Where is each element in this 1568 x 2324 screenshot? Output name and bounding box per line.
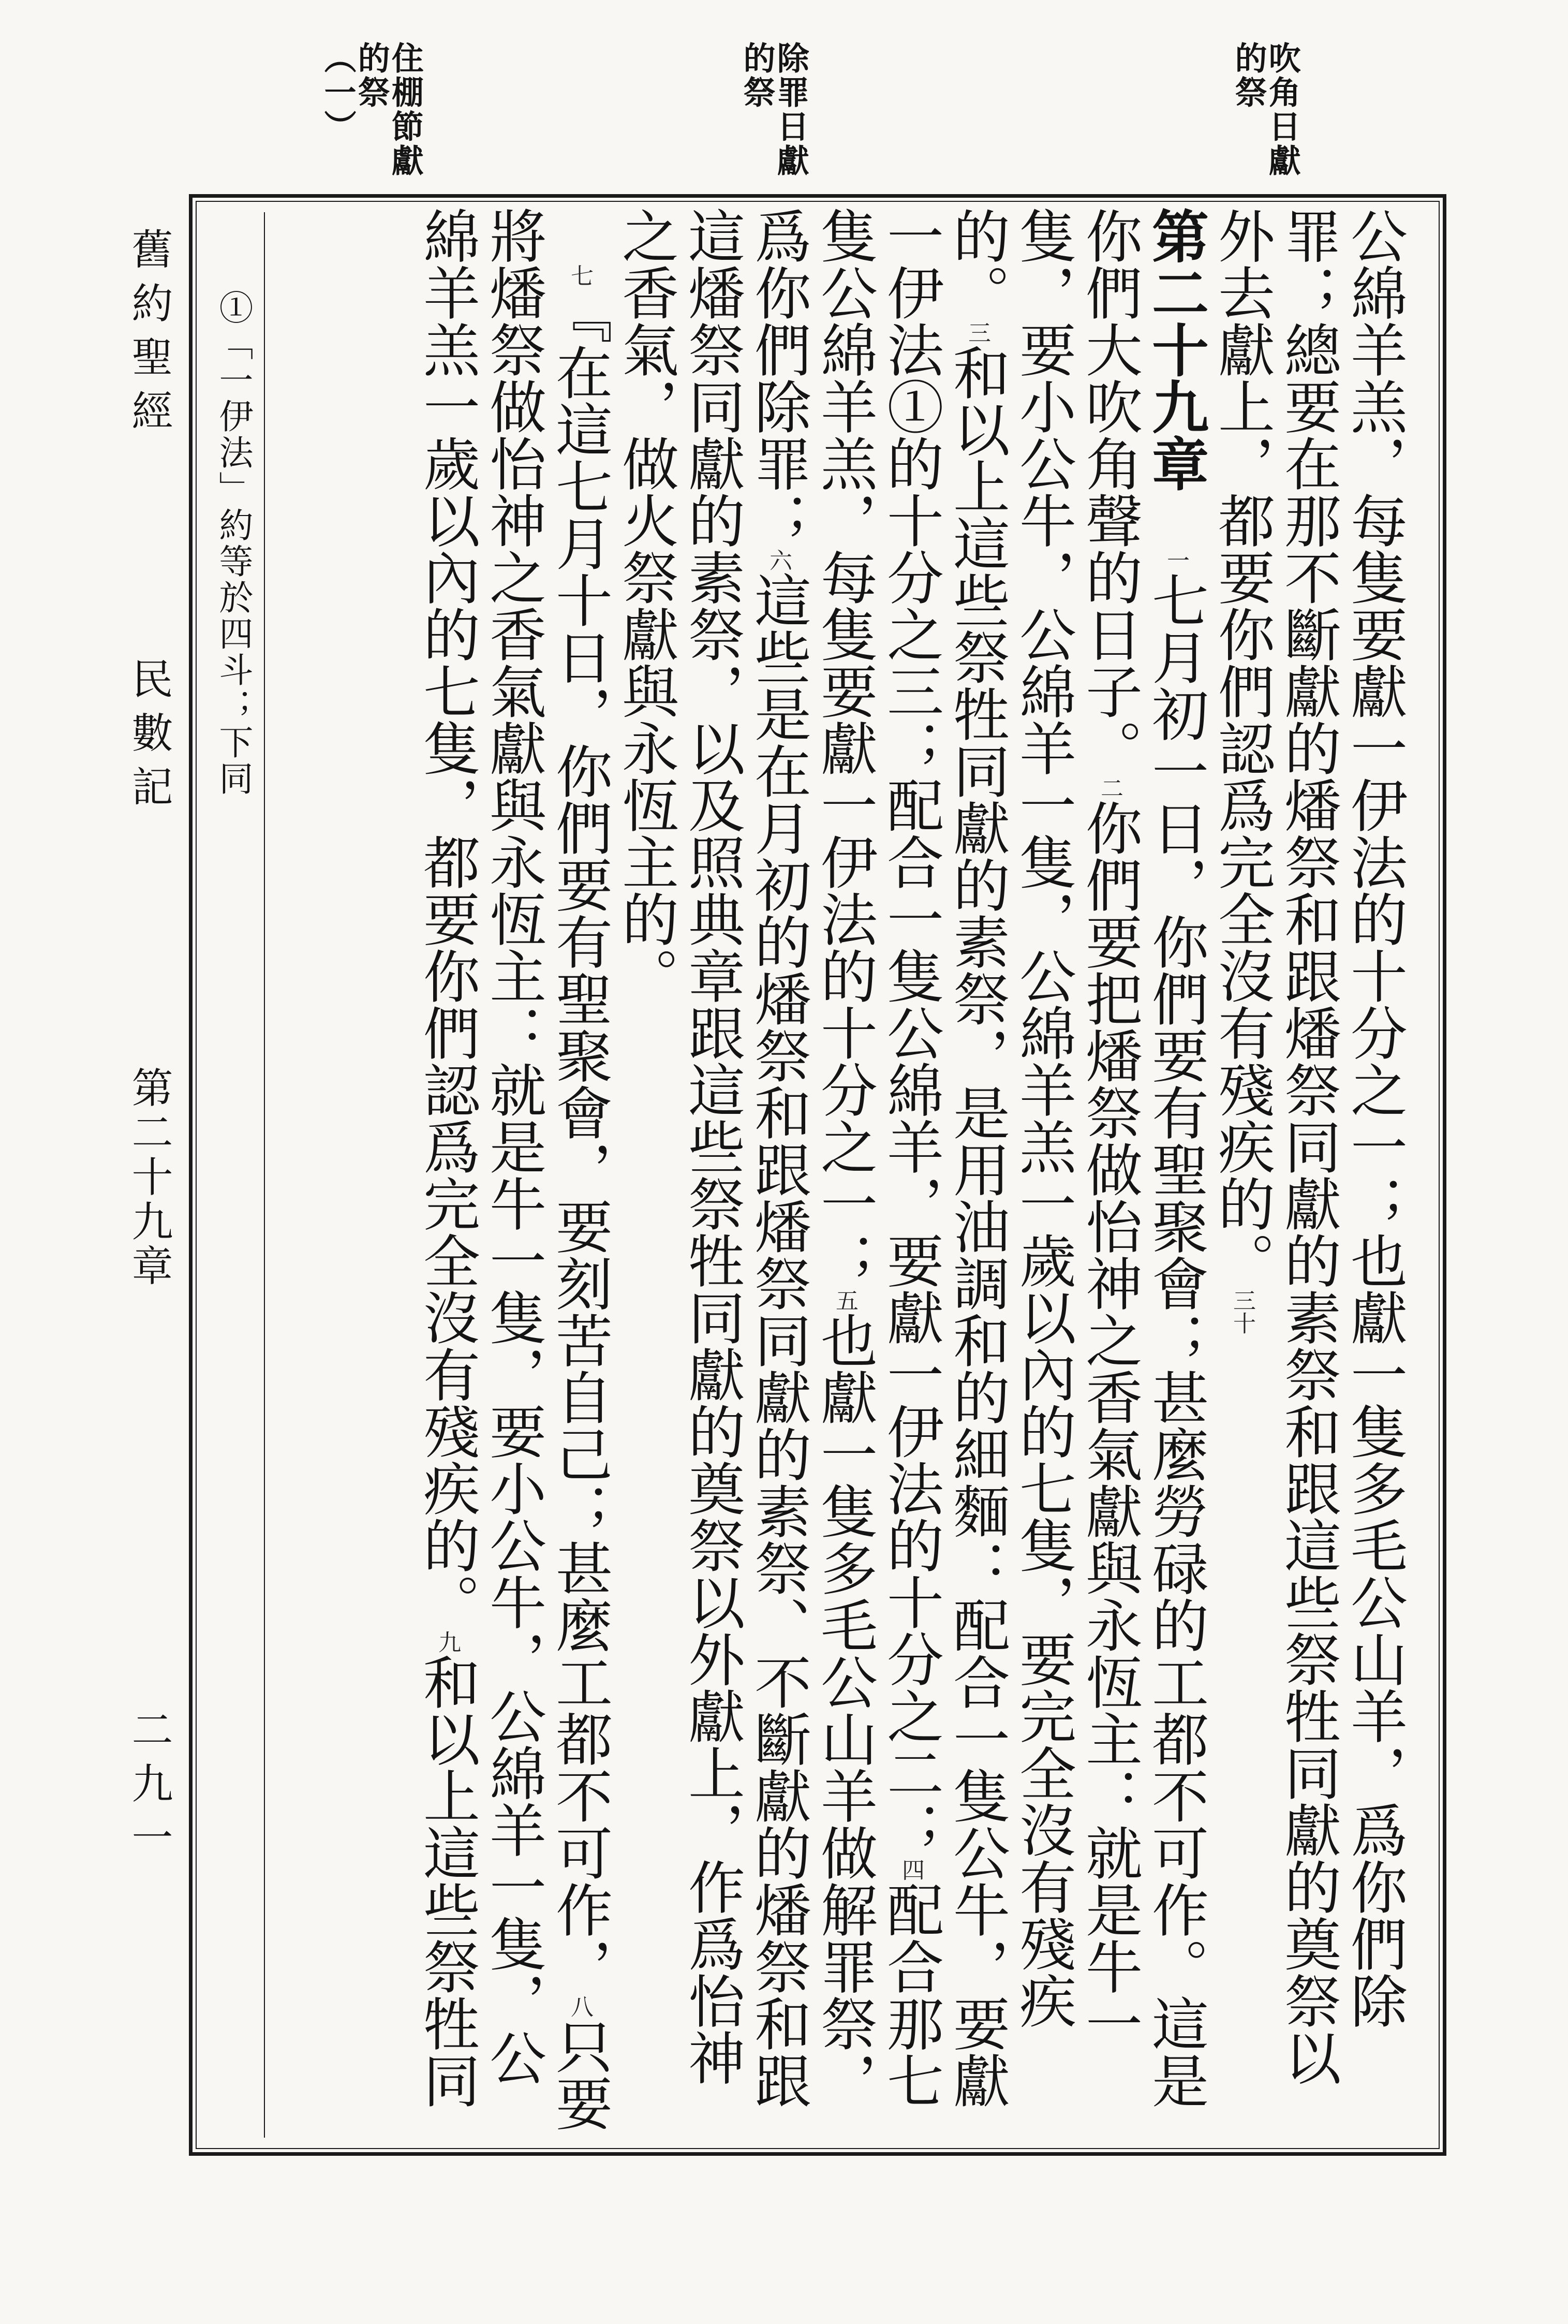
verse-text: 和以上這些祭牲同 <box>414 1653 480 2109</box>
footnote-marker: ① <box>878 378 944 435</box>
verse-text: 配合那七隻公綿羊羔，每隻要獻一伊法的十分之一； <box>811 207 944 2109</box>
running-header-chapter: 第二十九章 <box>125 1066 173 1289</box>
page-number: 二九一 <box>125 1708 173 1870</box>
verse-text: 只要將燔祭做怡神之香氣獻與永恆主：就是牛一隻，要小公牛，公綿羊一隻，公綿羊羔一歲以內的七隻，都要你們認爲完全沒有殘疾的。 <box>414 207 613 2131</box>
section-header-tabernacles-line2: 的祭 <box>352 41 391 110</box>
verse-number: 三 <box>964 321 990 344</box>
verse-number: 六 <box>765 549 792 571</box>
footnote-divider <box>264 212 265 2138</box>
chapter-title: 第二十九章 <box>1143 207 1209 492</box>
verse-number: 二 <box>1097 776 1123 799</box>
verse-number: 九 <box>434 1630 461 1653</box>
main-text <box>414 207 1408 2138</box>
section-header-atonement-line1: 除罪日獻 <box>772 41 810 178</box>
section-header-trumpets <box>1232 41 1299 178</box>
section-header-tabernacles <box>321 41 422 178</box>
verse-number: 八 <box>567 1995 593 2018</box>
section-header-tabernacles-line3: （一） <box>319 41 357 144</box>
verse-number: 五 <box>832 1289 858 1312</box>
footnote: ①「一伊法」約等於四斗；下同 <box>213 290 253 797</box>
verse-text: 這些是在月初的燔祭和跟燔祭同獻的素祭、不斷獻的燔祭和跟這燔祭同獻的素祭，以及照典章跟這些祭牲同獻的奠祭以外獻上，作爲怡神之香氣，做火祭獻與永恆主的。 <box>613 207 811 2109</box>
verse-number: 七 <box>567 264 593 287</box>
section-header-trumpets-line2: 的祭 <box>1230 41 1268 110</box>
verse-number: 三十 <box>1229 1289 1255 1334</box>
section-header-tabernacles-line1: 住棚節獻 <box>386 41 424 178</box>
section-header-trumpets-line1: 吹角日獻 <box>1263 41 1301 178</box>
verse-text: 『在這七月十日，你們要有聖聚會，要刻苦自己；甚麼工都不可作， <box>546 287 613 1995</box>
section-header-atonement-line2: 的祭 <box>738 41 776 110</box>
verse-number: 四 <box>898 1858 924 1881</box>
verse-number: 一 <box>1163 549 1189 571</box>
verse-text: 的十分之三；配合一隻公綿羊，要獻一伊法的十分之二； <box>878 435 944 1858</box>
verse-text: 公綿羊羔，每隻要獻一伊法的十分之一；也獻一隻多毛公山羊，爲你們除罪；總要在那不斷獻的燔祭和跟燔祭同獻的素祭和跟這些祭牲同獻的奠祭以外去獻上，都要你們認爲完全沒有殘疾的。 <box>1209 207 1408 2086</box>
section-header-atonement <box>738 41 810 178</box>
verse-text: 和以上這些祭牲同獻的素祭，是用油調和的細麵：配合一隻公牛，要獻一伊法 <box>878 207 1010 2109</box>
verse-text: 也獻一隻多毛公山羊做解罪祭，爲你們除罪； <box>745 207 878 2109</box>
verse-text: 你們要把燔祭做怡神之香氣獻與永恆主：就是牛一隻，要小公牛，公綿羊一隻，公綿羊羔一歲以內的七隻，要完全沒有殘疾的。 <box>944 207 1143 2052</box>
running-header-section: 民數記 <box>125 657 173 819</box>
verse-text: 七月初一日，你們要有聖聚會；甚麼勞碌的工都不可作。這是你們大吹角聲的日子。 <box>1076 207 1209 2109</box>
running-header-book: 舊約聖經 <box>125 228 173 443</box>
